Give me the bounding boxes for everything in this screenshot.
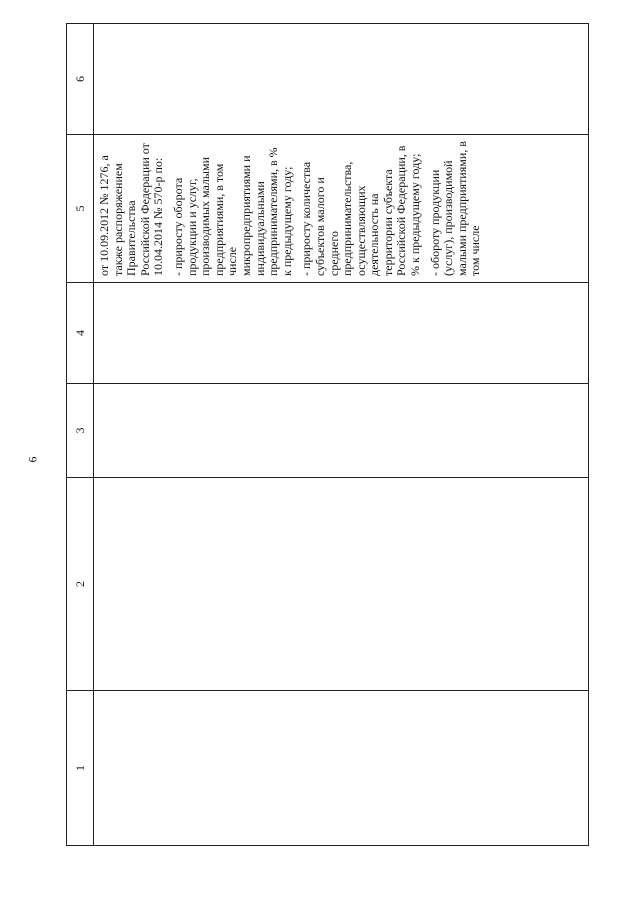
column-header-6: 6: [67, 24, 94, 135]
column-header-5: 5: [67, 135, 94, 283]
cell-col-4: [94, 283, 589, 384]
table-container: [66, 24, 589, 846]
header-row: [67, 24, 94, 846]
data-table: [66, 23, 589, 846]
column-header-3: 3: [67, 384, 94, 478]
cell-col-6: [94, 24, 589, 135]
paragraph-turnover: - обороту продукции (услуг), производимой малыми предприятиями, в том числе: [427, 141, 483, 276]
column-header-2: 2: [67, 478, 94, 691]
cell-col-2: [94, 478, 589, 691]
page-number: 6: [25, 456, 40, 463]
table-row: [94, 24, 589, 846]
cell-col-3: [94, 384, 589, 478]
cell-col-5: [94, 135, 589, 283]
paragraph-intro: от 10.09.2012 № 1276, а также распоряжением Правительства Российской Федерации от 10.04.2014 № 570-р по:: [97, 143, 166, 276]
column-header-4: 4: [67, 283, 94, 384]
cell-col-1: [94, 691, 589, 846]
column-header-1: 1: [67, 691, 94, 846]
paragraph-entities-growth: - приросту количества субъектов малого и среднего предпринимательства, осуществляющих деятельность на территории субъекта Российской Федерации, в % к предыдущему году;: [299, 145, 423, 276]
paragraph-turnover-growth: - приросту оборота продукции и услуг, производимых малыми предприятиями, в том числе микропредприятиями и индивидуальными предпринимателями, в % к предыдущему году;: [170, 147, 294, 276]
